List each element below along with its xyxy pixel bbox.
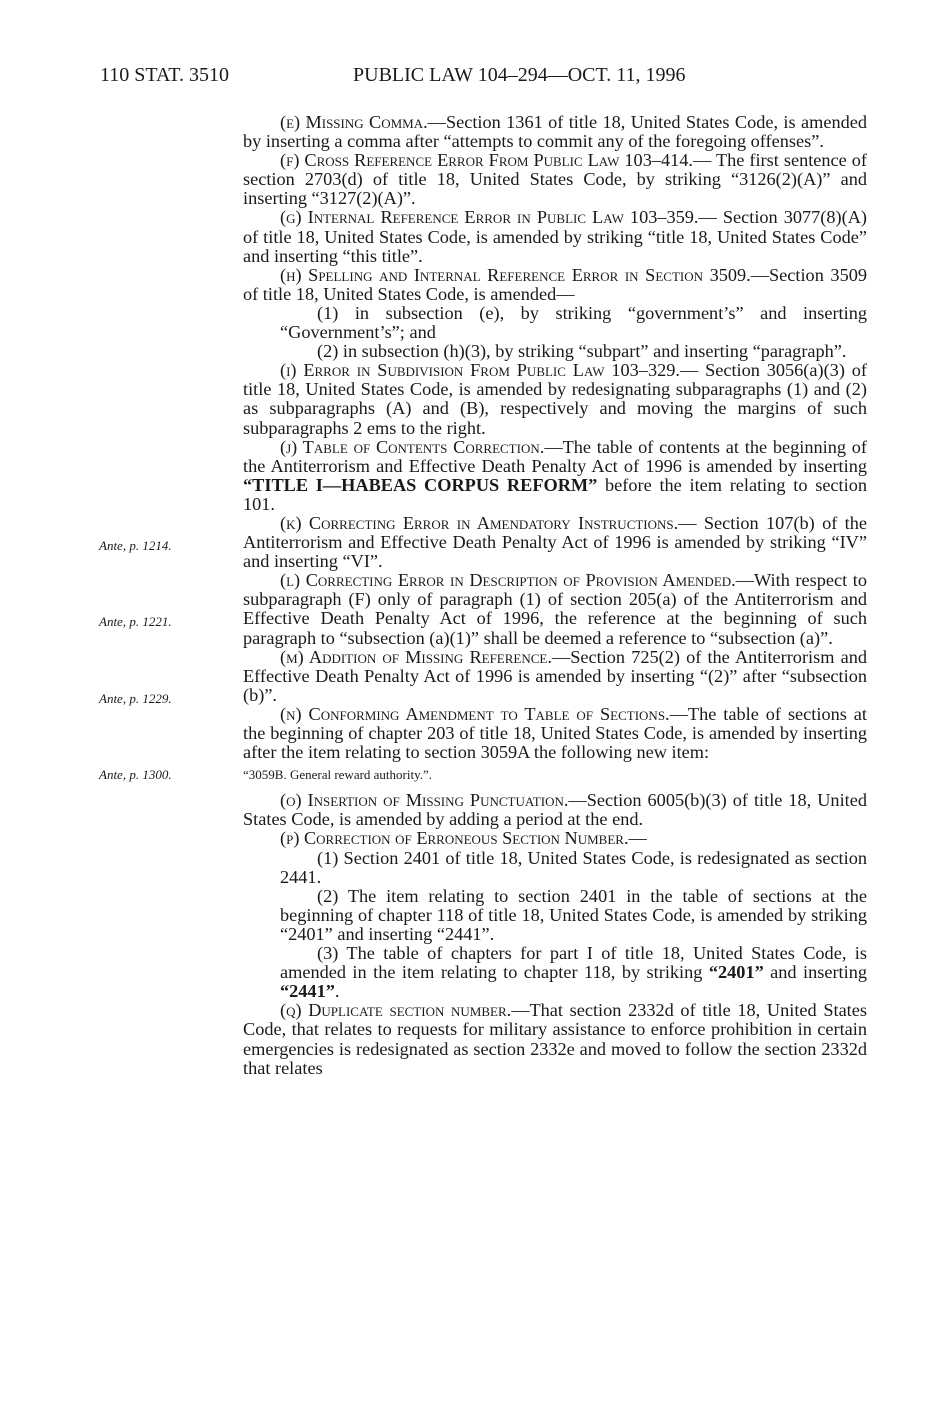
subsection-e	[243, 113, 867, 151]
margin-note: Ante, p. 1300.	[99, 767, 172, 782]
inserted-item: “3059B. General reward authority.”.	[243, 767, 433, 783]
subsection-heading: (e) Missing Comma.	[280, 112, 428, 132]
subsection-i	[243, 361, 867, 437]
subsection-heading: (l) Correcting Error in Description of Provision Amended.	[280, 570, 736, 591]
paragraph-text: (3) The table of chapters for part I of title 18, United States Code, is amended in the item relating to chapter 118, by striking	[280, 943, 867, 983]
subsection-text: —With respect to subparagraph (F) only of paragraph (1) of section 205(a) of the Antiterrorism and Effective Death Penalty Act of 1996, the reference at the beginning of such paragraph to “subsection (a)(1)” shall be deemed a reference to “subsection (a)”.	[243, 570, 868, 648]
subsection-heading: (q) Duplicate section number.	[280, 1000, 512, 1021]
subsection-text: —Section 3509 of title 18, United States Code, is amended—	[243, 264, 867, 304]
page-header	[0, 64, 943, 88]
subsection-heading: (k) Correcting Error in Amendatory Instructions.	[280, 512, 679, 533]
subsection-o	[243, 791, 867, 829]
subsection-heading: (h) Spelling and Internal Reference Error in Section 3509.	[280, 264, 751, 285]
paragraph-item	[243, 944, 867, 1001]
subsection-text: —Section 725(2) of the Antiterrorism and Effective Death Penalty Act of 1996 is amended by inserting “(2)” after “subsection (b)”.	[243, 646, 867, 705]
subsection-text: — Section 107(b) of the Antiterrorism and Effective Death Penalty Act of 1996 is amended by striking “IV” and inserting “VI”.	[243, 512, 867, 572]
subsection-text: —The table of contents at the beginning of the Antiterrorism and Effective Death Penalty Act of 1996 is amended by inserting	[243, 436, 867, 476]
subsection-heading: (f) Cross Reference Error From Public Law 103–414.	[280, 150, 693, 171]
subsection-p	[243, 829, 867, 848]
subsection-l	[243, 571, 867, 647]
subsection-text: —Section 6005(b)(3) of title 18, United States Code, is amended by adding a period at the end.	[243, 790, 867, 830]
margin-note: Ante, p. 1229.	[99, 691, 172, 706]
public-law-title: PUBLIC LAW 104–294—OCT. 11, 1996	[353, 64, 686, 86]
subsection-f	[243, 151, 867, 208]
paragraph-item: (1) in subsection (e), by striking “government’s” and inserting “Government’s”; and	[280, 302, 867, 343]
subsection-q	[243, 1001, 867, 1077]
bold-number: “2401”	[708, 962, 764, 983]
subsection-heading: (m) Addition of Missing Reference.	[280, 646, 552, 667]
subsection-heading: (n) Conforming Amendment to Table of Sections.	[280, 703, 670, 724]
subsection-g	[243, 208, 867, 265]
paragraph-item: (2) The item relating to section 2401 in the table of sections at the beginning of chapter 118 of title 18, United States Code, is amended by striking “2401” and inserting “2441”.	[280, 885, 867, 944]
subsection-text: before the item relating to section 101.	[243, 474, 867, 514]
subsection-h	[243, 266, 867, 304]
paragraph-item: (2) in subsection (h)(3), by striking “subpart” and inserting “paragraph”.	[317, 341, 847, 362]
subsection-n	[243, 705, 867, 762]
paragraph-item: (1) Section 2401 of title 18, United States Code, is redesignated as section 2441.	[280, 847, 867, 887]
paragraph-text: .	[334, 981, 340, 1002]
subsection-j	[243, 438, 867, 514]
subsection-heading: (i) Error in Subdivision From Public Law 103–329.	[280, 360, 680, 381]
page-body	[243, 113, 867, 1078]
subsection-text: — Section 3077(8)(A) of title 18, United States Code, is amended by striking “title 18, United States Code” and inserting “this title”.	[243, 207, 868, 266]
inserted-title: “TITLE I—HABEAS CORPUS REFORM”	[243, 474, 598, 495]
subsection-text: —	[628, 828, 647, 849]
stat-page-reference: 110 STAT. 3510	[100, 64, 229, 86]
subsection-text: —That section 2332d of title 18, United States Code, that relates to requests for military assistance to enforce prohibition in certain emergencies is redesignated as section 2332e and moved to follow the section 2332d that relates	[243, 1000, 867, 1078]
subsection-text: — The first sentence of section 2703(d) of title 18, United States Code, by striking “3126(2)(A)” and inserting “3127(2)(A)”.	[243, 150, 868, 209]
margin-note: Ante, p. 1221.	[99, 614, 172, 629]
subsection-heading: (o) Insertion of Missing Punctuation.	[280, 790, 569, 811]
subsection-heading: (j) Table of Contents Correction.	[280, 436, 545, 457]
subsection-text: —The table of sections at the beginning of chapter 203 of title 18, United States Code, is amended by inserting after the item relating to section 3059A the following new item:	[243, 703, 867, 763]
subsection-heading: (g) Internal Reference Error in Public Law 103–359.	[280, 207, 699, 228]
subsection-m	[243, 648, 867, 705]
subsection-text: — Section 3056(a)(3) of title 18, United States Code, is amended by redesignating subparagraphs (1) and (2) as subparagraphs (A) and (B), respectively and moving the margins of such subparagraphs 2 ems to the right.	[243, 360, 867, 438]
bold-number: “2441”	[280, 981, 335, 1002]
margin-note: Ante, p. 1214.	[99, 538, 172, 553]
paragraph-text: and inserting	[763, 962, 867, 983]
subsection-k	[243, 514, 867, 571]
subsection-heading: (p) Correction of Erroneous Section Number.	[280, 828, 629, 849]
subsection-text: —Section 1361 of title 18, United States Code, is amended by inserting a comma after “attempts to commit any of the foregoing offenses”.	[243, 112, 867, 152]
